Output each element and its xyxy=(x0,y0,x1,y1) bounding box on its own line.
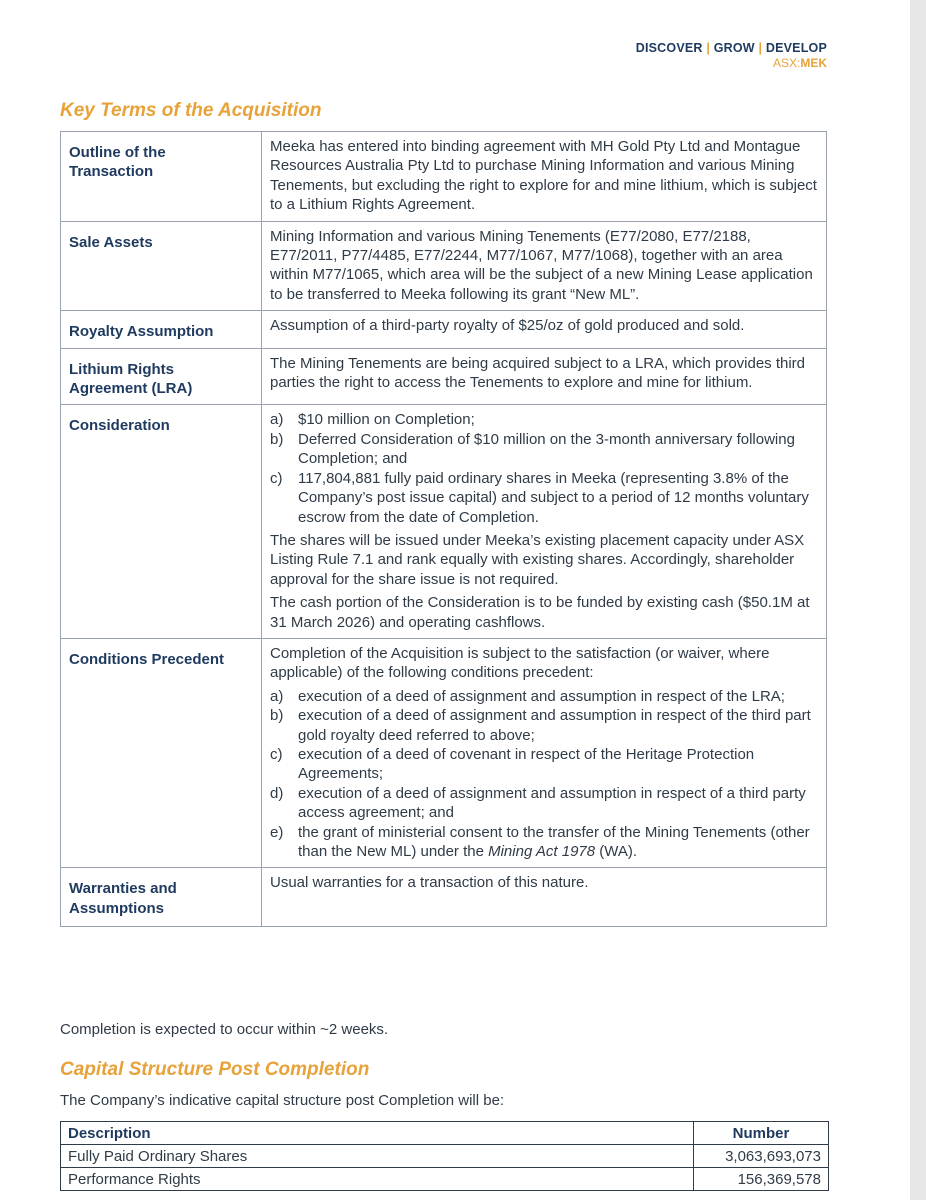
conditions-list xyxy=(270,687,818,862)
table-row xyxy=(61,348,827,405)
page-edge xyxy=(910,0,926,1200)
asx-prefix: ASX: xyxy=(772,56,801,70)
list-item xyxy=(270,706,818,745)
asx-ticker xyxy=(636,56,827,70)
row-value: Mining Information and various Mining Tenements (E77/2080, E77/2188, E77/2011, P77/4485, E77/2244, M77/1067, M77/1068), together with an area within M77/1065, which area will be the subject of a new Mining Lease application to be transferred to Meeka following its grant “New ML”. xyxy=(262,221,827,311)
column-header-number: Number xyxy=(694,1122,829,1145)
tagline-develop: DEVELOP xyxy=(765,41,827,55)
list-marker: c) xyxy=(270,469,283,487)
table-row xyxy=(61,405,827,638)
row-value xyxy=(262,638,827,867)
list-text: the grant of ministerial consent to the transfer of the Mining Tenements (other than the New ML) under the xyxy=(298,823,810,860)
list-item xyxy=(270,430,818,469)
column-header-description: Description xyxy=(61,1122,694,1145)
conditions-intro: Completion of the Acquisition is subject to the satisfaction (or waiver, where applicable) of the following conditions precedent: xyxy=(270,644,770,682)
list-marker: b) xyxy=(270,707,284,725)
table-row xyxy=(61,311,827,348)
section-title-key-terms: Key Terms of the Acquisition xyxy=(60,100,322,121)
list-marker: a) xyxy=(270,411,284,429)
list-text: 117,804,881 fully paid ordinary shares in Meeka (representing 3.8% of the Company’s post issue capital) and subject to a period of 12 months voluntary escrow from the date of Completion. xyxy=(298,469,809,526)
row-label: Outline of the Transaction xyxy=(61,132,262,222)
row-label: Warranties and Assumptions xyxy=(61,868,262,927)
list-text: execution of a deed of assignment and assumption in respect of the third part gold royalty deed referred to above; xyxy=(298,707,811,744)
row-value: Usual warranties for a transaction of this nature. xyxy=(262,868,827,927)
completion-note: Completion is expected to occur within ~2 weeks. xyxy=(60,1021,389,1038)
consideration-paragraph: The shares will be issued under Meeka’s existing placement capacity under ASX Listing Rule 7.1 and rank equally with existing shares. Accordingly, shareholder approval for the share issue is not required. xyxy=(270,531,805,588)
row-value: Meeka has entered into binding agreement with MH Gold Pty Ltd and Montague Resources Australia Pty Ltd to purchase Mining Information and various Mining Tenements, but excluding the right to explore for and mine lithium, which is subject to a Lithium Rights Agreement. xyxy=(262,132,827,222)
table-header-row xyxy=(61,1122,829,1145)
list-text: $10 million on Completion; xyxy=(298,411,475,429)
list-marker: c) xyxy=(270,745,283,763)
list-item xyxy=(270,745,818,784)
section-title-capital-structure: Capital Structure Post Completion xyxy=(60,1059,370,1080)
tagline xyxy=(636,41,827,55)
tagline-grow: GROW xyxy=(713,41,755,55)
row-label: Conditions Precedent xyxy=(61,638,262,867)
list-marker: a) xyxy=(270,687,284,705)
key-terms-table xyxy=(60,131,827,927)
row-label: Royalty Assumption xyxy=(61,311,262,348)
capital-intro: The Company’s indicative capital structure post Completion will be: xyxy=(60,1092,505,1109)
consideration-paragraph: The cash portion of the Consideration is to be funded by existing cash ($50.1M at 31 March 2026) and operating cashflows. xyxy=(270,594,810,631)
table-row xyxy=(61,221,827,311)
list-text: Deferred Consideration of $10 million on the 3-month anniversary following Completion; and xyxy=(298,430,795,468)
list-marker: d) xyxy=(270,784,284,802)
cell-number: 3,063,693,073 xyxy=(694,1145,829,1168)
cell-description: Fully Paid Ordinary Shares xyxy=(61,1145,694,1168)
asx-code: MEK xyxy=(800,56,827,70)
table-row xyxy=(61,1145,829,1168)
tagline-separator: | xyxy=(758,41,763,55)
list-item xyxy=(270,410,818,429)
list-marker: b) xyxy=(270,430,284,448)
list-text: execution of a deed of assignment and assumption in respect of the LRA; xyxy=(298,687,785,705)
table-row xyxy=(61,868,827,927)
cell-number: 156,369,578 xyxy=(694,1168,829,1191)
table-row xyxy=(61,638,827,867)
row-value xyxy=(262,405,827,638)
table-row xyxy=(61,132,827,222)
cell-description: Performance Rights xyxy=(61,1168,694,1191)
list-text: (WA). xyxy=(595,843,638,860)
capital-structure-table xyxy=(60,1121,829,1191)
table-row xyxy=(61,1168,829,1191)
row-value: The Mining Tenements are being acquired subject to a LRA, which provides third parties the right to access the Tenements to explore and mine for lithium. xyxy=(262,348,827,405)
list-item xyxy=(270,687,818,706)
list-item xyxy=(270,784,818,823)
row-label: Lithium Rights Agreement (LRA) xyxy=(61,348,262,405)
list-text: execution of a deed of covenant in respect of the Heritage Protection Agreements; xyxy=(298,745,755,783)
list-item xyxy=(270,469,818,527)
row-value: Assumption of a third-party royalty of $25/oz of gold produced and sold. xyxy=(262,311,827,348)
list-marker: e) xyxy=(270,823,284,841)
tagline-separator: | xyxy=(706,41,711,55)
list-item xyxy=(270,823,818,862)
page-header xyxy=(636,41,827,70)
list-text: execution of a deed of assignment and assumption in respect of a third party access agreement; and xyxy=(298,784,806,822)
consideration-list xyxy=(270,410,818,526)
tagline-discover: DISCOVER xyxy=(635,41,703,55)
act-name: Mining Act 1978 xyxy=(488,843,596,860)
row-label: Sale Assets xyxy=(61,221,262,311)
row-label: Consideration xyxy=(61,405,262,638)
